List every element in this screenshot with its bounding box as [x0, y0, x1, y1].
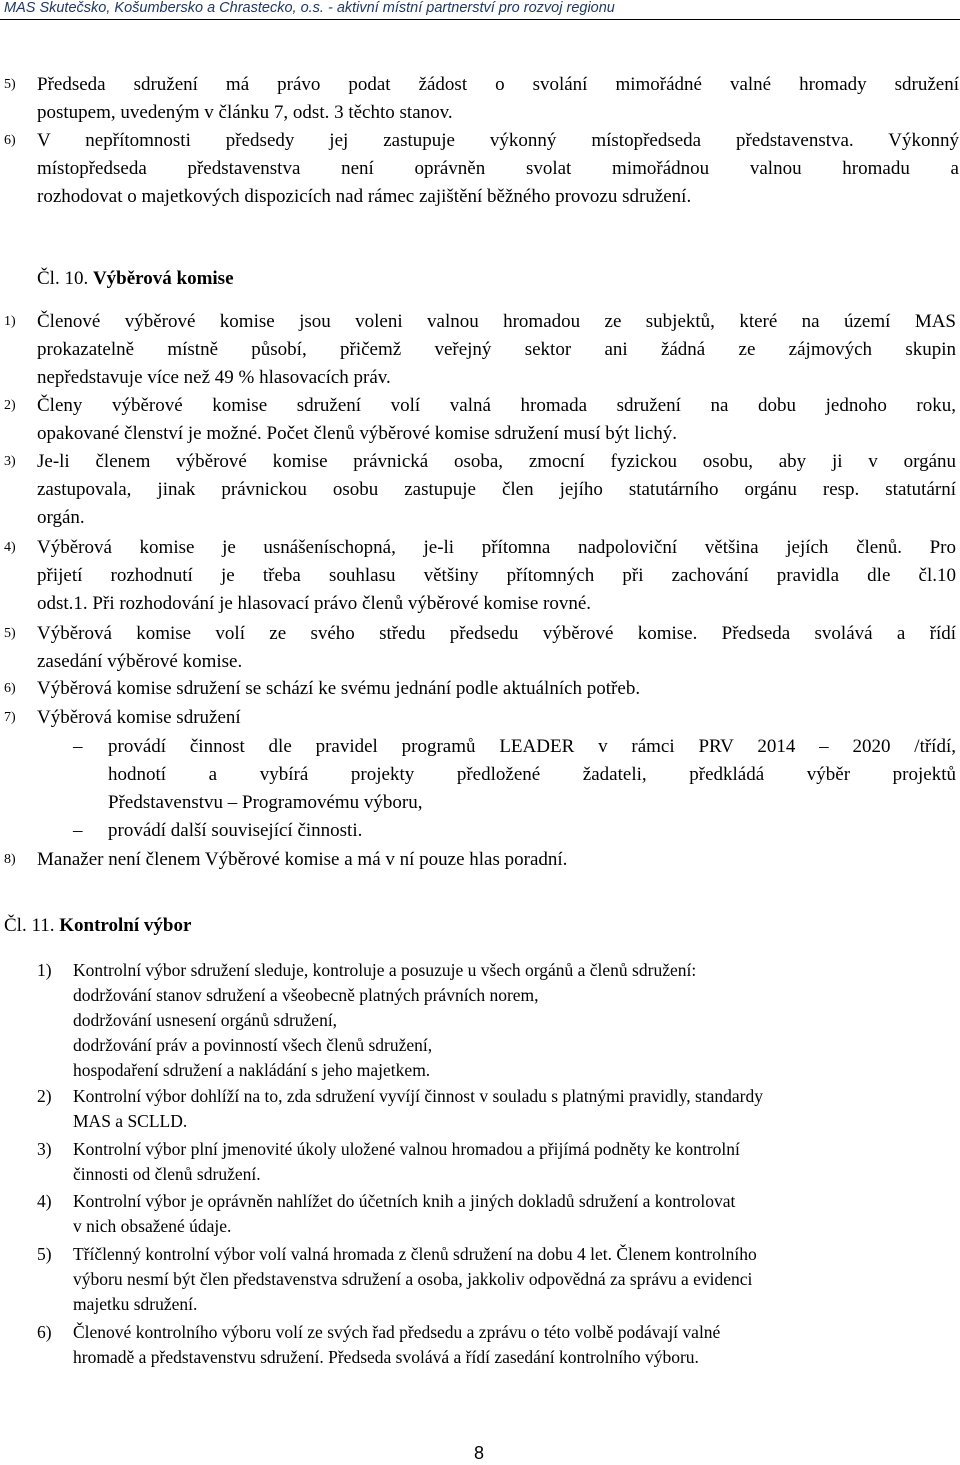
item-line: Členy výběrové komise sdružení volí valná hromada sdružení na dobu jednoho roku,	[37, 395, 956, 416]
page-number: 8	[474, 1443, 485, 1463]
item-line: činnosti od členů sdružení.	[73, 1164, 261, 1184]
item-number: 3)	[4, 454, 16, 469]
article-prefix: Čl. 11.	[4, 915, 55, 936]
item-line: Manažer není členem Výběrové komise a má v ní pouze hlas poradní.	[37, 849, 568, 870]
item-line: dodržování stanov sdružení a všeobecně platných právních norem,	[73, 985, 539, 1005]
item-line: dodržování usnesení orgánů sdružení,	[73, 1010, 338, 1030]
item-line: výboru nesmí být člen představenstva sdružení a osoba, jakkoliv odpovědná za správu a evidenci	[73, 1269, 753, 1289]
item-number: 7)	[4, 710, 16, 725]
item-line: dodržování práv a povinností všech členů sdružení,	[73, 1035, 433, 1055]
item-line: postupem, uvedeným v článku 7, odst. 3 těchto stanov.	[37, 101, 453, 123]
item-number: 4)	[37, 1191, 52, 1211]
item-number: 5)	[4, 626, 16, 641]
item-line: prokazatelně místně působí, přičemž veřejný sektor ani žádná ze zájmových skupin	[37, 338, 956, 360]
item-line: zasedání výběrové komise.	[37, 650, 243, 672]
item-line: Členové kontrolního výboru volí ze svých řad předsedu a zprávu o této volbě podávají valné	[73, 1322, 721, 1342]
item-number: 6)	[4, 681, 16, 696]
item-number: 1)	[37, 960, 52, 980]
article-title: Kontrolní výbor	[59, 915, 192, 936]
article-11-heading	[4, 915, 191, 937]
item-number: 5)	[4, 77, 16, 92]
item-line: provádí další související činnosti.	[108, 820, 363, 841]
item-line: Členové výběrové komise jsou voleni valnou hromadou ze subjektů, které na území MAS	[37, 311, 956, 332]
item-line: majetku sdružení.	[73, 1294, 198, 1314]
item-line: Kontrolní výbor plní jmenovité úkoly uložené valnou hromadou a přijímá podněty ke kontrolní	[73, 1139, 740, 1159]
item-line: provádí činnost dle pravidel programů LEADER v rámci PRV 2014 – 2020 /třídí,	[108, 736, 956, 757]
item-line: místopředseda představenstva není oprávněn svolat mimořádnou valnou hromadu a	[37, 157, 959, 179]
dash-bullet: –	[73, 820, 83, 841]
page-header: MAS Skutečsko, Košumbersko a Chrastecko, o.s. - aktivní místní partnerství pro rozvoj regionu	[4, 0, 615, 16]
item-line: MAS a SCLLD.	[73, 1111, 188, 1131]
item-line: orgán.	[37, 506, 85, 528]
item-line: Kontrolní výbor je oprávněn nahlížet do účetních knih a jiných dokladů sdružení a kontrolovat	[73, 1191, 736, 1211]
item-line: Tříčlenný kontrolní výbor volí valná hromada z členů sdružení na dobu 4 let. Členem kontrolního	[73, 1244, 757, 1264]
item-number: 8)	[4, 852, 16, 867]
item-line: Kontrolní výbor sdružení sleduje, kontroluje a posuzuje u všech orgánů a členů sdružení:	[73, 960, 697, 980]
item-number: 2)	[37, 1086, 52, 1106]
item-line: Předseda sdružení má právo podat žádost o svolání mimořádné valné hromady sdružení	[37, 74, 959, 95]
item-number: 6)	[37, 1322, 52, 1342]
item-line: Výběrová komise sdružení se schází ke svému jednání podle aktuálních potřeb.	[37, 678, 641, 699]
item-line: opakované členství je možné. Počet členů výběrové komise sdružení musí být lichý.	[37, 422, 678, 444]
item-number: 5)	[37, 1244, 52, 1264]
item-line: hromadě a představenstvu sdružení. Předseda svolává a řídí zasedání kontrolního výboru.	[73, 1347, 699, 1367]
item-number: 1)	[4, 314, 16, 329]
item-line: Představenstvu – Programovému výboru,	[108, 791, 423, 813]
item-line: hospodaření sdružení a nakládání s jeho majetkem.	[73, 1060, 431, 1080]
item-number: 2)	[4, 398, 16, 413]
item-line: Je-li členem výběrové komise právnická osoba, zmocní fyzickou osobu, aby ji v orgánu	[37, 451, 956, 472]
dash-bullet: –	[73, 736, 83, 757]
item-line: Výběrová komise volí ze svého středu předsedu výběrové komise. Předseda svolává a řídí	[37, 623, 956, 644]
item-number: 4)	[4, 540, 16, 555]
item-line: rozhodovat o majetkových dispozicích nad rámec zajištění běžného provozu sdružení.	[37, 185, 692, 207]
article-10-heading	[37, 268, 234, 290]
item-line: Výběrová komise je usnášeníschopná, je-li přítomna nadpoloviční většina jejích členů. Pro	[37, 537, 956, 558]
article-prefix: Čl. 10.	[37, 268, 89, 289]
item-line: Kontrolní výbor dohlíží na to, zda sdružení vyvíjí činnost v souladu s platnými pravidly, standardy	[73, 1086, 764, 1106]
item-line: Výběrová komise sdružení	[37, 707, 241, 728]
item-line: hodnotí a vybírá projekty předložené žadateli, předkládá výběr projektů	[108, 763, 956, 785]
item-line: nepředstavuje více než 49 % hlasovacích práv.	[37, 366, 391, 388]
item-line: přijetí rozhodnutí je třeba souhlasu většiny přítomných při zachování pravidla dle čl.10	[37, 564, 956, 586]
item-line: v nich obsažené údaje.	[73, 1216, 232, 1236]
item-line: odst.1. Při rozhodování je hlasovací právo členů výběrové komise rovné.	[37, 592, 592, 614]
item-number: 3)	[37, 1139, 52, 1159]
header-divider	[0, 19, 960, 20]
item-number: 6)	[4, 133, 16, 148]
item-line: V nepřítomnosti předsedy jej zastupuje výkonný místopředseda představenstva. Výkonný	[37, 130, 959, 151]
item-line: zastupovala, jinak právnickou osobu zastupuje člen jejího statutárního orgánu resp. statutární	[37, 478, 956, 500]
article-title: Výběrová komise	[92, 268, 234, 289]
